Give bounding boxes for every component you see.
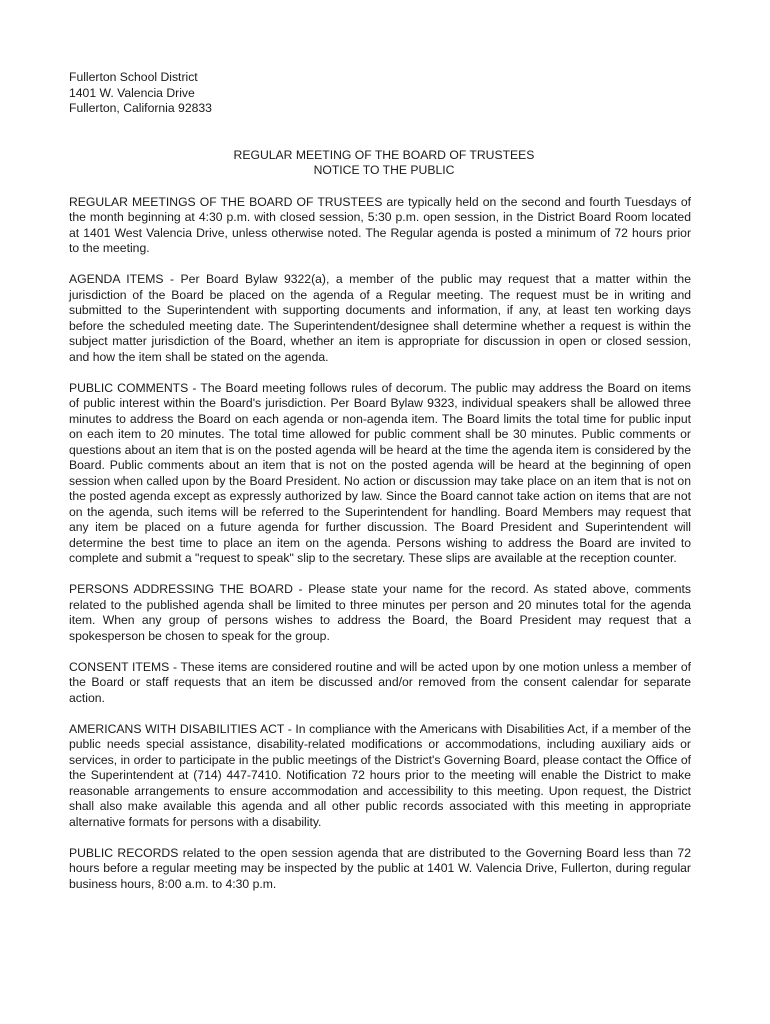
paragraph-consent-items: CONSENT ITEMS - These items are considered routine and will be acted upon by one motion unless a member of the Board or staff requests that an item be discussed and/or removed from the consent calendar for separate action. [69, 659, 691, 705]
address-line-city: Fullerton, California 92833 [69, 101, 212, 115]
main-title: REGULAR MEETING OF THE BOARD OF TRUSTEES [233, 147, 535, 162]
paragraph-persons-addressing-board: PERSONS ADDRESSING THE BOARD - Please state your name for the record. As stated above, comments related to the published agenda shall be limited to three minutes per person and 20 minutes total for the agenda item. When any group of persons wishes to address the Board, the Board President may request that a spokesperson be chosen to speak for the group. [69, 582, 691, 643]
district-address [69, 70, 691, 117]
paragraph-agenda-items: AGENDA ITEMS - Per Board Bylaw 9322(a), a member of the public may request that a matter within the jurisdiction of the Board be placed on the agenda of a Regular meeting. The request must be in writing and submitted to the Superintendent with supporting documents and information, if any, at least ten working days before the scheduled meeting date. The Superintendent/designee shall determine whether a request is within the subject matter jurisdiction of the Board, whether an item is appropriate for discussion in open or closed session, and how the item shall be stated on the agenda. [69, 272, 691, 364]
paragraph-regular-meetings: REGULAR MEETINGS OF THE BOARD OF TRUSTEES are typically held on the second and fourth Tuesdays of the month beginning at 4:30 p.m. with closed session, 5:30 p.m. open session, in the District Board Room located at 1401 West Valencia Drive, unless otherwise noted. The Regular agenda is posted a minimum of 72 hours prior to the meeting. [69, 194, 691, 255]
notice-titles [69, 148, 699, 179]
paragraph-public-comments: PUBLIC COMMENTS - The Board meeting follows rules of decorum. The public may address the Board on items of public interest within the Board's jurisdiction. Per Board Bylaw 9323, individual speakers shall be allowed three minutes to address the Board on each agenda or non-agenda item. The Board limits the total time for public input on each item to 20 minutes. The total time allowed for public comment shall be 30 minutes. Public comments or questions about an item that is on the posted agenda will be heard at the time the agenda item is considered by the Board. Public comments about an item that is not on the posted agenda will be heard at the beginning of open session when called upon by the Board President. No action or discussion may take place on an item that is not on the posted agenda except as expressly authorized by law. Since the Board cannot take action on items that are not on the agenda, such items will be referred to the Superintendent for handling. Board Members may request that any item be placed on a future agenda for further discussion. The Board President and Superintendent will determine the best time to place an item on the agenda. Persons wishing to address the Board are invited to complete and submit a "request to speak" slip to the secretary. These slips are available at the reception counter. [69, 380, 691, 565]
address-line-organization: Fullerton School District [69, 70, 198, 84]
paragraph-public-records: PUBLIC RECORDS related to the open session agenda that are distributed to the Governing Board less than 72 hours before a regular meeting may be inspected by the public at 1401 W. Valencia Drive, Fullerton, during regular business hours, 8:00 a.m. to 4:30 p.m. [69, 845, 691, 891]
document-body [69, 70, 691, 892]
address-line-street: 1401 W. Valencia Drive [69, 85, 195, 100]
sub-title: NOTICE TO THE PUBLIC [313, 163, 455, 177]
paragraph-ada: AMERICANS WITH DISABILITIES ACT - In compliance with the Americans with Disabilities Act, if a member of the public needs special assistance, disability-related modifications or accommodations, including auxiliary aids or services, in order to participate in the public meetings of the District's Governing Board, please contact the Office of the Superintendent at (714) 447-7410. Notification 72 hours prior to the meeting will enable the District to make reasonable arrangements to ensure accommodation and accessibility to this meeting. Upon request, the District shall also make available this agenda and all other public records associated with this meeting in appropriate alternative formats for persons with a disability. [69, 721, 691, 829]
